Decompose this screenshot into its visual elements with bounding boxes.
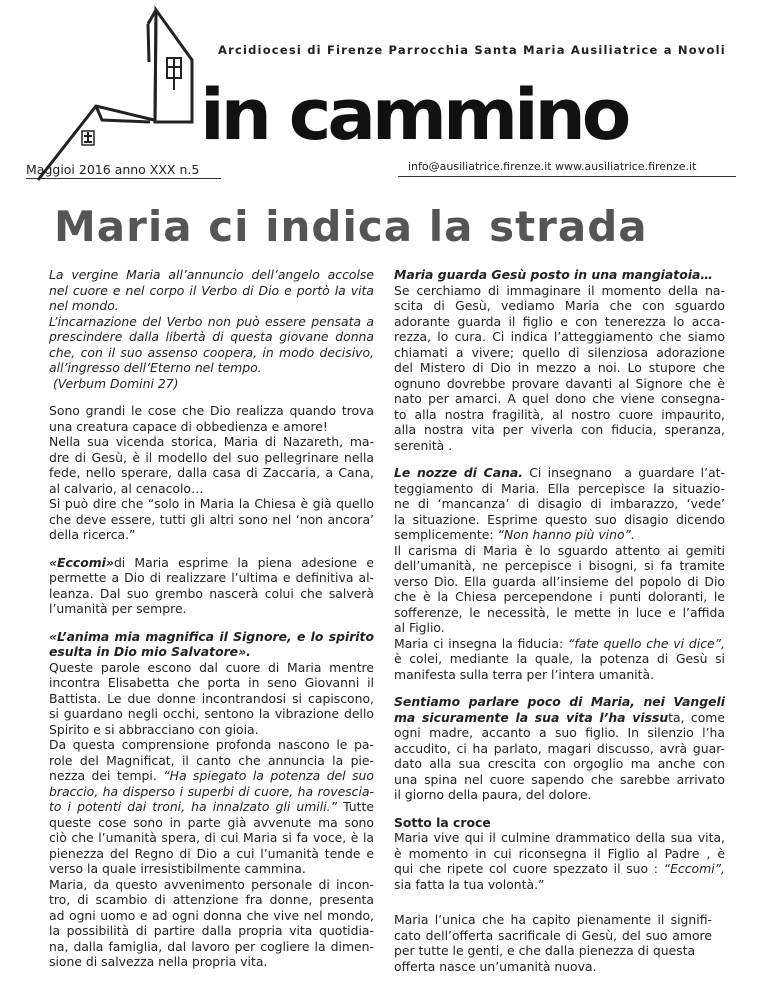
- cana-section: Le nozze di Cana. Ci insegnano a guardare l’at- teggiamento di Maria. Ella percepisce la situazio- ne di ‘mancanza’ di disagio di imbarazzo, ‘vede’ la situazione. Esprime questo suo disagio dicendo semplicemente: “Non hanno più vino”. Il carisma di Maria è lo sguardo attento ai gemiti dell’umanità, ne percepisce i bisogni, si fa tramite verso Dio. Ella guarda all’insieme del popolo di Dio che è la Chiesa percependone i punti doloranti, le sofferenze, le necessità, le mette in luce e l’affida al Figlio. Maria ci insegna la fiducia: “fate quello che vi dice”, è colei, mediante la quale, la potenza di Gesù si manifesta sulla terra per l’intera umanità.: [394, 465, 725, 682]
- right-column: [394, 267, 725, 974]
- intro-paragraph: Sono grandi le cose che Dio realizza quando trova una creatura capace di obbedienza e amore! Nella sua vicenda storica, Maria di Nazareth, ma- dre di Gesù, è il modello del suo pellegrinare nella fede, nello sperare, dalla casa di Zaccaria, a Cana, al calvario, al cenacolo… Si può dire che “solo in Maria la Chiesa è già quello che deve essere, tutti gli altri sono nel ‘non ancora’ della ricerca.”: [49, 403, 374, 542]
- mangiatoia-section: Maria guarda Gesù posto in una mangiatoia… Se cerchiamo di immaginare il momento della na- scita di Gesù, vediamo Maria che con sguardo adorante guarda il figlio e con tenerezza lo acca- rezza, lo cura. Ci indica l’atteggiamento che siamo chiamati a vivere; quello di silenziosa adorazione del Mistero di Dio in mezzo a noi. Lo stupore che ognuno dovrebbe provare davanti al Signore che è nato per amarci. A quel dono che viene consegna- to alla nostra fragilità, al nostro cuore impaurito, alla nostra vita per viverla con fiducia, speranza, serenità .: [394, 267, 725, 453]
- diocese-line: Arcidiocesi di Firenze Parrocchia Santa Maria Ausiliatrice a Novoli: [218, 43, 726, 57]
- issue-info: Maggioi 2016 anno XXX n.5: [26, 162, 200, 177]
- opening-quote: La vergine Maria all’annuncio dell’angelo accolse nel cuore e nel corpo il Verbo di Dio e portò la vita nel mondo. L’incarnazione del Verbo non può essere pensata a prescindere dalla libertà di questa giovane donna che, con il suo assenso coopera, in modo decisivo, all’ingresso dell’Eterno nel tempo. (Verbum Domini 27): [49, 267, 374, 391]
- article-headline: Maria ci indica la strada: [54, 202, 648, 251]
- contact-info: info@ausiliatrice.firenze.it www.ausiliatrice.firenze.it: [408, 160, 697, 173]
- vangeli-section: Sentiamo parlare poco di Maria, nei Vangeli ma sicuramente la sua vita l’ha vissuta, come ogni madre, accanto a suo figlio. In silenzio l’ha accudito, ci ha parlato, magari discusso, avrà guar- dato alla sua crescita con orgoglio ma anche con una spina nel cuore sapendo che sarebbe arrivato il giorno della paura, del dolore.: [394, 694, 725, 802]
- eccomi-paragraph: «Eccomi»di Maria esprime la piena adesione e permette a Dio di realizzare l’ultima e definitiva al- leanza. Dal suo grembo nascerà colui che salverà l’umanità per sempre.: [49, 554, 374, 616]
- final-paragraph: Maria l’unica che ha capito pienamente il signifi- cato dell’offerta sacrificale di Gesù, del suo amore per tutte le genti, e che dalla pienezza di questa offerta nasce un’umanità nuova.: [394, 912, 712, 974]
- divider: [26, 178, 221, 179]
- masthead-title: in cammino: [200, 74, 628, 156]
- left-column: [49, 267, 374, 982]
- church-logo: [0, 0, 210, 185]
- croce-section: Sotto la croce Maria vive qui il culmine drammatico della sua vita, è momento in cui riconsegna il Figlio al Padre , è qui che ripete col cuore spezzato il suo : “Eccomi”, sia fatta la tua volontà.”: [394, 814, 725, 892]
- magnificat-paragraph: «L’anima mia magnifica il Signore, e lo spirito esulta in Dio mio Salvatore». Queste parole escono dal cuore di Maria mentre incontra Elisabetta che porta in seno Giovanni il Battista. Le due donne incontrandosi si capiscono, si guardano negli occhi, sentono la vibrazione dello Spirito e si abbracciano con gioia. Da questa comprensione profonda nascono le pa- role del Magnificat, il canto che annuncia la pie- nezza dei tempi. “Ha spiegato la potenza del suo braccio, ha disperso i superbi di cuore, ha rovescia- to i potenti dai troni, ha innalzato gli umili.” Tutte queste cose sono in parte già avvenute ma sono ciò che l’umanità spera, di cui Maria si fa voce, è la pienezza del Regno di Dio a cui l’umanità tende e verso la quale irresistibilmente cammina. Maria, da questo avvenimento personale di incon- tro, di scambio di attenzione fra donne, presenta ad ogni uomo e ad ogni donna che vive nel mondo, la possibilità di partire dalla propria vita quotidia- na, dalla famiglia, dal lavoro per cogliere la dimen- sione di salvezza nella propria vita.: [49, 628, 374, 969]
- divider: [398, 176, 736, 177]
